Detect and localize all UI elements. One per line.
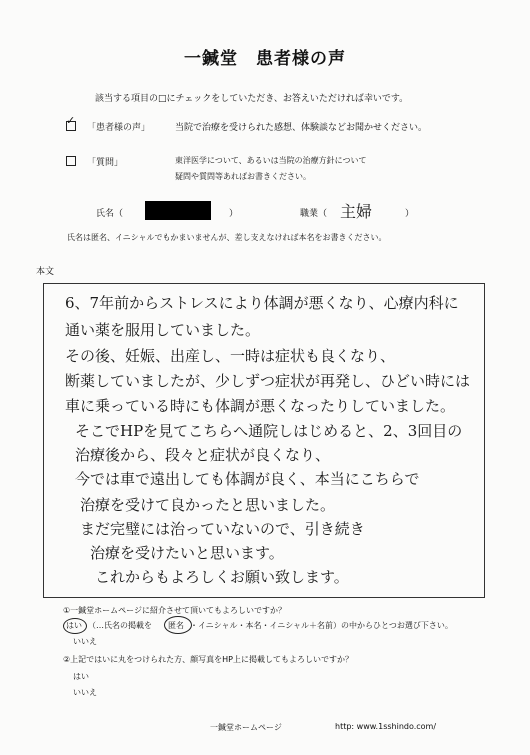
body-line: 断薬していましたが、少しずつ症状が再発し、ひどい時には	[65, 372, 471, 390]
body-line: その後、妊娠、出産し、一時は症状も良くなり、	[65, 347, 396, 365]
body-line: 治療後から、段々と症状が良くなり、	[75, 446, 331, 464]
body-line: 6、7年前からストレスにより体調が悪くなり、心療内科に	[65, 294, 459, 312]
body-line: 今では車で遠出しても体調が良く、本当にこちらで	[75, 470, 420, 488]
name-note: 氏名は匿名、イニシャルでもかまいませんが、差し支えなければ本名をお書きください。	[67, 233, 387, 242]
q1-detail-rest: ・イニシャル・本名・イニシャル＋名前）の中からひとつお選び下さい。	[190, 621, 453, 630]
occupation-label: 職業（	[300, 209, 328, 219]
q1-no-option[interactable]: いいえ	[73, 637, 97, 646]
q1-anonymous-choice[interactable]: 匿名	[168, 621, 184, 630]
q1-detail-paren: （	[88, 621, 96, 630]
body-line: そこでHPを見てこちらへ通院しはじめると、2、3回目の	[75, 422, 463, 440]
option-voice-label: 「患者様の声」	[87, 123, 151, 133]
body-line: これからもよろしくお願い致します。	[95, 568, 349, 586]
body-label: 本文	[36, 267, 55, 277]
option-question-label: 「質問」	[87, 158, 124, 168]
footer-url[interactable]: http: www.1sshindo.com/	[335, 722, 437, 731]
q1-yes-option[interactable]: はい	[66, 621, 82, 630]
instruction-text: 該当する項目の□にチェックをしていただき、お答えいただければ幸いです。	[95, 94, 409, 104]
q2-yes-option[interactable]: はい	[73, 672, 89, 681]
q2-question: ②上記ではいに丸をつけられた方、顔写真をHP上に掲載してもよろしいですか？	[63, 655, 354, 664]
footer-clinic-name: 一鍼堂ホームページ	[210, 723, 282, 732]
checkmark-icon: ✓	[66, 114, 76, 127]
q1-detail-prefix: …氏名の掲載を	[96, 621, 152, 630]
option-question-description-2: 疑問や質問等あればお書きください。	[175, 172, 311, 181]
occupation-close: ）	[405, 209, 415, 219]
body-line: まだ完璧には治っていないので、引き続き	[80, 520, 365, 538]
q2-no-option[interactable]: いいえ	[73, 688, 97, 697]
body-line: 治療を受けたいと思います。	[90, 544, 284, 562]
body-line: 通い薬を服用していました。	[65, 321, 261, 339]
option-question-checkbox[interactable]	[66, 156, 76, 166]
form-title: 一鍼堂 患者様の声	[184, 49, 346, 69]
body-line: 車に乗っている時にも体調が悪くなったりしていました。	[65, 397, 456, 415]
option-voice-description: 当院で治療を受けられた感想、体験談などお聞かせください。	[175, 123, 428, 133]
name-label: 氏名（	[96, 209, 124, 219]
body-line: 治療を受けて良かったと思いました。	[80, 496, 336, 514]
occupation-value: 主婦	[340, 202, 373, 221]
q1-question: ①一鍼堂ホームページに紹介させて頂いてもよろしいですか？	[63, 606, 287, 615]
name-close: ）	[229, 209, 239, 219]
name-redaction	[145, 201, 211, 220]
option-question-description-1: 東洋医学について、あるいは当院の治療方針について	[175, 156, 367, 165]
